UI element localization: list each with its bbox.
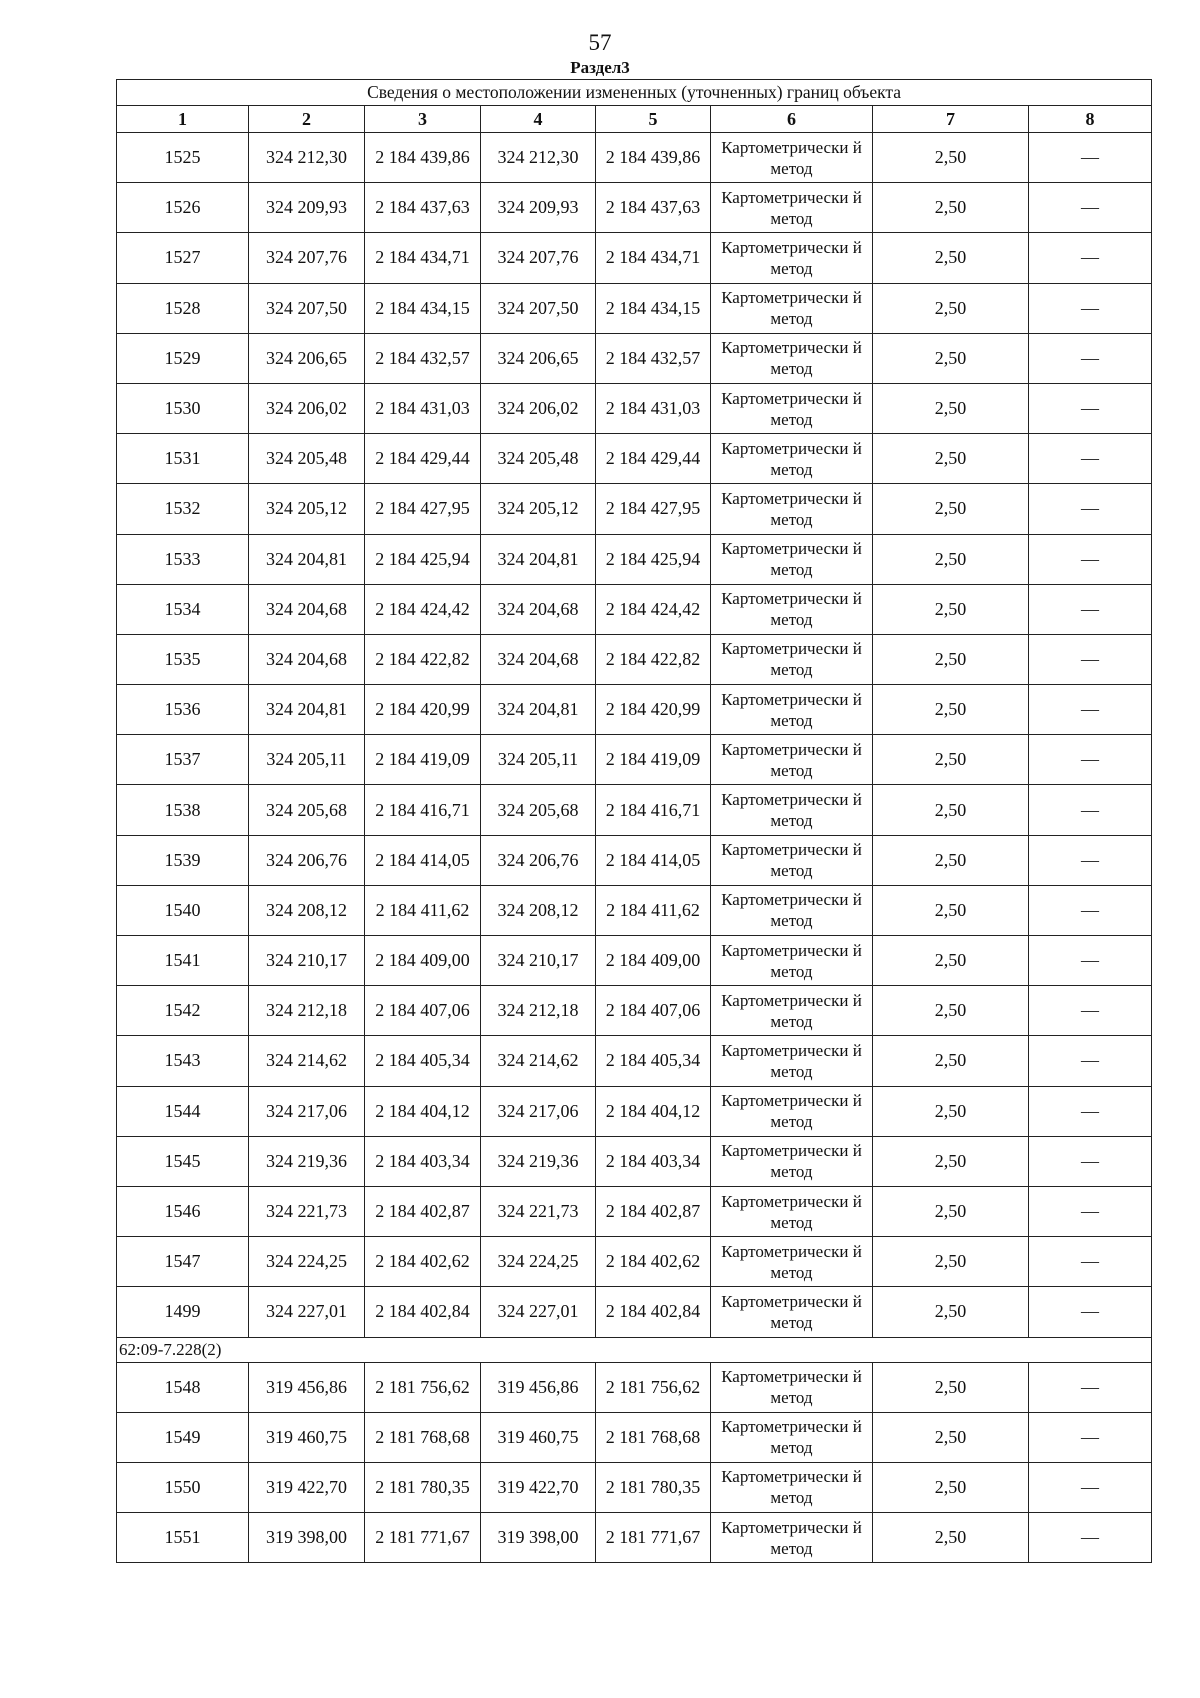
y-coordinate-cell: 2 184 414,05 (365, 835, 481, 885)
y-coordinate-cell: 2 184 424,42 (365, 584, 481, 634)
y-coordinate-new-cell: 2 181 756,62 (596, 1362, 711, 1412)
description-cell: — (1029, 1036, 1152, 1086)
accuracy-cell: 2,50 (873, 785, 1029, 835)
table-row (117, 785, 1152, 835)
x-coordinate-cell: 324 214,62 (249, 1036, 365, 1086)
y-coordinate-cell: 2 184 432,57 (365, 333, 481, 383)
x-coordinate-cell: 324 207,76 (249, 233, 365, 283)
accuracy-cell: 2,50 (873, 986, 1029, 1036)
table-row (117, 634, 1152, 684)
y-coordinate-new-cell: 2 184 420,99 (596, 685, 711, 735)
y-coordinate-new-cell: 2 181 771,67 (596, 1513, 711, 1563)
y-coordinate-new-cell: 2 184 429,44 (596, 434, 711, 484)
y-coordinate-cell: 2 184 437,63 (365, 183, 481, 233)
y-coordinate-cell: 2 181 780,35 (365, 1462, 481, 1512)
method-cell: Картометрически й метод (711, 986, 873, 1036)
table-row (117, 1513, 1152, 1563)
y-coordinate-cell: 2 184 403,34 (365, 1136, 481, 1186)
method-cell: Картометрически й метод (711, 835, 873, 885)
accuracy-cell: 2,50 (873, 183, 1029, 233)
point-number-cell: 1525 (117, 133, 249, 183)
x-coordinate-new-cell: 324 204,68 (481, 584, 596, 634)
y-coordinate-new-cell: 2 184 411,62 (596, 885, 711, 935)
y-coordinate-cell: 2 184 402,84 (365, 1287, 481, 1337)
page-number: 57 (588, 30, 612, 55)
method-cell: Картометрически й метод (711, 936, 873, 986)
method-cell: Картометрически й метод (711, 1036, 873, 1086)
method-cell: Картометрически й метод (711, 534, 873, 584)
method-cell: Картометрически й метод (711, 1237, 873, 1287)
accuracy-cell: 2,50 (873, 936, 1029, 986)
x-coordinate-new-cell: 319 398,00 (481, 1513, 596, 1563)
description-cell: — (1029, 936, 1152, 986)
y-coordinate-cell: 2 184 411,62 (365, 885, 481, 935)
method-cell: Картометрически й метод (711, 1287, 873, 1337)
x-coordinate-new-cell: 324 219,36 (481, 1136, 596, 1186)
x-coordinate-cell: 324 217,06 (249, 1086, 365, 1136)
method-cell: Картометрически й метод (711, 785, 873, 835)
column-header: 8 (1029, 106, 1152, 133)
point-number-cell: 1536 (117, 685, 249, 735)
table-row (117, 1086, 1152, 1136)
y-coordinate-new-cell: 2 184 425,94 (596, 534, 711, 584)
accuracy-cell: 2,50 (873, 735, 1029, 785)
column-header: 3 (365, 106, 481, 133)
table-row (117, 1036, 1152, 1086)
point-number-cell: 1541 (117, 936, 249, 986)
x-coordinate-cell: 324 221,73 (249, 1186, 365, 1236)
table-row (117, 685, 1152, 735)
description-cell: — (1029, 133, 1152, 183)
description-cell: — (1029, 1462, 1152, 1512)
column-header: 6 (711, 106, 873, 133)
description-cell: — (1029, 434, 1152, 484)
point-number-cell: 1530 (117, 383, 249, 433)
accuracy-cell: 2,50 (873, 1412, 1029, 1462)
table-row (117, 835, 1152, 885)
table-row (117, 936, 1152, 986)
point-number-cell: 1499 (117, 1287, 249, 1337)
x-coordinate-new-cell: 324 205,11 (481, 735, 596, 785)
description-cell: — (1029, 1237, 1152, 1287)
description-cell: — (1029, 1086, 1152, 1136)
method-cell: Картометрически й метод (711, 233, 873, 283)
table-row (117, 233, 1152, 283)
point-number-cell: 1531 (117, 434, 249, 484)
x-coordinate-new-cell: 324 212,30 (481, 133, 596, 183)
x-coordinate-new-cell: 324 206,65 (481, 333, 596, 383)
method-cell: Картометрически й метод (711, 434, 873, 484)
point-number-cell: 1544 (117, 1086, 249, 1136)
accuracy-cell: 2,50 (873, 1287, 1029, 1337)
accuracy-cell: 2,50 (873, 1186, 1029, 1236)
accuracy-cell: 2,50 (873, 283, 1029, 333)
description-cell: — (1029, 383, 1152, 433)
x-coordinate-new-cell: 324 204,68 (481, 634, 596, 684)
x-coordinate-cell: 324 227,01 (249, 1287, 365, 1337)
y-coordinate-cell: 2 181 768,68 (365, 1412, 481, 1462)
x-coordinate-new-cell: 324 214,62 (481, 1036, 596, 1086)
x-coordinate-new-cell: 324 204,81 (481, 534, 596, 584)
x-coordinate-cell: 324 206,65 (249, 333, 365, 383)
point-number-cell: 1527 (117, 233, 249, 283)
table-row (117, 534, 1152, 584)
table-row (117, 1287, 1152, 1337)
y-coordinate-cell: 2 181 771,67 (365, 1513, 481, 1563)
x-coordinate-new-cell: 324 205,12 (481, 484, 596, 534)
accuracy-cell: 2,50 (873, 1462, 1029, 1512)
section-title: Раздел3 (570, 58, 630, 77)
table-row (117, 183, 1152, 233)
x-coordinate-new-cell: 324 224,25 (481, 1237, 596, 1287)
description-cell: — (1029, 735, 1152, 785)
x-coordinate-cell: 324 205,48 (249, 434, 365, 484)
point-number-cell: 1538 (117, 785, 249, 835)
accuracy-cell: 2,50 (873, 1036, 1029, 1086)
description-cell: — (1029, 685, 1152, 735)
x-coordinate-cell: 324 204,68 (249, 634, 365, 684)
y-coordinate-cell: 2 184 404,12 (365, 1086, 481, 1136)
description-cell: — (1029, 484, 1152, 534)
method-cell: Картометрически й метод (711, 183, 873, 233)
x-coordinate-new-cell: 324 210,17 (481, 936, 596, 986)
x-coordinate-cell: 319 456,86 (249, 1362, 365, 1412)
column-header: 5 (596, 106, 711, 133)
column-number-row (117, 106, 1152, 133)
y-coordinate-cell: 2 184 420,99 (365, 685, 481, 735)
description-cell: — (1029, 584, 1152, 634)
y-coordinate-new-cell: 2 184 416,71 (596, 785, 711, 835)
table-caption: Сведения о местоположении измененных (уточненных) границ объекта (117, 80, 1152, 106)
accuracy-cell: 2,50 (873, 233, 1029, 283)
point-number-cell: 1545 (117, 1136, 249, 1186)
y-coordinate-cell: 2 184 429,44 (365, 434, 481, 484)
description-cell: — (1029, 1412, 1152, 1462)
point-number-cell: 1537 (117, 735, 249, 785)
accuracy-cell: 2,50 (873, 484, 1029, 534)
x-coordinate-cell: 324 204,81 (249, 685, 365, 735)
description-cell: — (1029, 1362, 1152, 1412)
y-coordinate-new-cell: 2 181 780,35 (596, 1462, 711, 1512)
description-cell: — (1029, 534, 1152, 584)
x-coordinate-cell: 324 205,11 (249, 735, 365, 785)
accuracy-cell: 2,50 (873, 333, 1029, 383)
method-cell: Картометрически й метод (711, 584, 873, 634)
y-coordinate-cell: 2 184 416,71 (365, 785, 481, 835)
group-header-row (117, 1337, 1152, 1362)
point-number-cell: 1550 (117, 1462, 249, 1512)
description-cell: — (1029, 835, 1152, 885)
y-coordinate-cell: 2 184 431,03 (365, 383, 481, 433)
x-coordinate-cell: 324 210,17 (249, 936, 365, 986)
point-number-cell: 1535 (117, 634, 249, 684)
description-cell: — (1029, 1136, 1152, 1186)
y-coordinate-new-cell: 2 184 434,15 (596, 283, 711, 333)
point-number-cell: 1543 (117, 1036, 249, 1086)
table-row (117, 1136, 1152, 1186)
point-number-cell: 1534 (117, 584, 249, 634)
x-coordinate-cell: 324 208,12 (249, 885, 365, 935)
method-cell: Картометрически й метод (711, 1186, 873, 1236)
group-label: 62:09-7.228(2) (117, 1337, 1152, 1362)
y-coordinate-new-cell: 2 184 414,05 (596, 835, 711, 885)
y-coordinate-new-cell: 2 184 407,06 (596, 986, 711, 1036)
y-coordinate-new-cell: 2 181 768,68 (596, 1412, 711, 1462)
table-row (117, 1462, 1152, 1512)
y-coordinate-new-cell: 2 184 409,00 (596, 936, 711, 986)
accuracy-cell: 2,50 (873, 1362, 1029, 1412)
table-row (117, 885, 1152, 935)
y-coordinate-new-cell: 2 184 424,42 (596, 584, 711, 634)
accuracy-cell: 2,50 (873, 534, 1029, 584)
table-row (117, 735, 1152, 785)
x-coordinate-new-cell: 324 209,93 (481, 183, 596, 233)
y-coordinate-new-cell: 2 184 402,84 (596, 1287, 711, 1337)
x-coordinate-cell: 324 206,76 (249, 835, 365, 885)
point-number-cell: 1548 (117, 1362, 249, 1412)
accuracy-cell: 2,50 (873, 885, 1029, 935)
y-coordinate-cell: 2 184 419,09 (365, 735, 481, 785)
method-cell: Картометрически й метод (711, 133, 873, 183)
accuracy-cell: 2,50 (873, 383, 1029, 433)
point-number-cell: 1528 (117, 283, 249, 333)
point-number-cell: 1539 (117, 835, 249, 885)
y-coordinate-new-cell: 2 184 432,57 (596, 333, 711, 383)
table-row (117, 133, 1152, 183)
description-cell: — (1029, 233, 1152, 283)
column-header: 7 (873, 106, 1029, 133)
method-cell: Картометрически й метод (711, 283, 873, 333)
x-coordinate-new-cell: 324 206,02 (481, 383, 596, 433)
x-coordinate-cell: 324 209,93 (249, 183, 365, 233)
y-coordinate-new-cell: 2 184 402,62 (596, 1237, 711, 1287)
accuracy-cell: 2,50 (873, 634, 1029, 684)
x-coordinate-cell: 324 205,12 (249, 484, 365, 534)
y-coordinate-cell: 2 184 434,71 (365, 233, 481, 283)
x-coordinate-new-cell: 324 221,73 (481, 1186, 596, 1236)
table-row (117, 1362, 1152, 1412)
table-row (117, 1237, 1152, 1287)
x-coordinate-new-cell: 324 208,12 (481, 885, 596, 935)
table-row (117, 584, 1152, 634)
method-cell: Картометрически й метод (711, 1136, 873, 1186)
column-header: 4 (481, 106, 596, 133)
table-row (117, 986, 1152, 1036)
table-row (117, 434, 1152, 484)
accuracy-cell: 2,50 (873, 584, 1029, 634)
table-row (117, 283, 1152, 333)
description-cell: — (1029, 885, 1152, 935)
x-coordinate-cell: 319 460,75 (249, 1412, 365, 1462)
column-header: 2 (249, 106, 365, 133)
x-coordinate-cell: 324 206,02 (249, 383, 365, 433)
accuracy-cell: 2,50 (873, 1237, 1029, 1287)
method-cell: Картометрически й метод (711, 383, 873, 433)
y-coordinate-cell: 2 184 402,87 (365, 1186, 481, 1236)
y-coordinate-cell: 2 181 756,62 (365, 1362, 481, 1412)
accuracy-cell: 2,50 (873, 133, 1029, 183)
method-cell: Картометрически й метод (711, 1462, 873, 1512)
point-number-cell: 1540 (117, 885, 249, 935)
method-cell: Картометрически й метод (711, 1412, 873, 1462)
y-coordinate-cell: 2 184 409,00 (365, 936, 481, 986)
x-coordinate-new-cell: 324 206,76 (481, 835, 596, 885)
y-coordinate-new-cell: 2 184 404,12 (596, 1086, 711, 1136)
description-cell: — (1029, 1513, 1152, 1563)
table-body (117, 133, 1152, 1563)
method-cell: Картометрически й метод (711, 685, 873, 735)
x-coordinate-cell: 324 212,30 (249, 133, 365, 183)
y-coordinate-new-cell: 2 184 402,87 (596, 1186, 711, 1236)
y-coordinate-cell: 2 184 439,86 (365, 133, 481, 183)
x-coordinate-cell: 324 204,68 (249, 584, 365, 634)
table-row (117, 1412, 1152, 1462)
x-coordinate-new-cell: 324 205,68 (481, 785, 596, 835)
y-coordinate-new-cell: 2 184 403,34 (596, 1136, 711, 1186)
x-coordinate-new-cell: 324 207,76 (481, 233, 596, 283)
description-cell: — (1029, 986, 1152, 1036)
table-row (117, 333, 1152, 383)
description-cell: — (1029, 1186, 1152, 1236)
method-cell: Картометрически й метод (711, 1362, 873, 1412)
x-coordinate-cell: 324 204,81 (249, 534, 365, 584)
y-coordinate-cell: 2 184 402,62 (365, 1237, 481, 1287)
x-coordinate-new-cell: 324 204,81 (481, 685, 596, 735)
x-coordinate-new-cell: 324 207,50 (481, 283, 596, 333)
point-number-cell: 1533 (117, 534, 249, 584)
method-cell: Картометрически й метод (711, 735, 873, 785)
x-coordinate-cell: 324 205,68 (249, 785, 365, 835)
description-cell: — (1029, 1287, 1152, 1337)
y-coordinate-new-cell: 2 184 427,95 (596, 484, 711, 534)
accuracy-cell: 2,50 (873, 685, 1029, 735)
column-header: 1 (117, 106, 249, 133)
x-coordinate-cell: 324 224,25 (249, 1237, 365, 1287)
x-coordinate-new-cell: 324 227,01 (481, 1287, 596, 1337)
description-cell: — (1029, 333, 1152, 383)
method-cell: Картометрически й метод (711, 484, 873, 534)
x-coordinate-cell: 319 422,70 (249, 1462, 365, 1512)
y-coordinate-new-cell: 2 184 434,71 (596, 233, 711, 283)
y-coordinate-new-cell: 2 184 405,34 (596, 1036, 711, 1086)
description-cell: — (1029, 634, 1152, 684)
point-number-cell: 1526 (117, 183, 249, 233)
accuracy-cell: 2,50 (873, 1086, 1029, 1136)
x-coordinate-new-cell: 319 460,75 (481, 1412, 596, 1462)
table-row (117, 383, 1152, 433)
description-cell: — (1029, 785, 1152, 835)
method-cell: Картометрически й метод (711, 1086, 873, 1136)
x-coordinate-cell: 324 212,18 (249, 986, 365, 1036)
accuracy-cell: 2,50 (873, 1513, 1029, 1563)
x-coordinate-new-cell: 319 456,86 (481, 1362, 596, 1412)
accuracy-cell: 2,50 (873, 434, 1029, 484)
x-coordinate-cell: 319 398,00 (249, 1513, 365, 1563)
x-coordinate-new-cell: 324 205,48 (481, 434, 596, 484)
y-coordinate-cell: 2 184 425,94 (365, 534, 481, 584)
table-row (117, 484, 1152, 534)
y-coordinate-new-cell: 2 184 422,82 (596, 634, 711, 684)
point-number-cell: 1547 (117, 1237, 249, 1287)
y-coordinate-cell: 2 184 407,06 (365, 986, 481, 1036)
y-coordinate-cell: 2 184 427,95 (365, 484, 481, 534)
y-coordinate-new-cell: 2 184 439,86 (596, 133, 711, 183)
point-number-cell: 1532 (117, 484, 249, 534)
y-coordinate-cell: 2 184 434,15 (365, 283, 481, 333)
point-number-cell: 1529 (117, 333, 249, 383)
description-cell: — (1029, 183, 1152, 233)
point-number-cell: 1551 (117, 1513, 249, 1563)
method-cell: Картометрически й метод (711, 885, 873, 935)
y-coordinate-new-cell: 2 184 437,63 (596, 183, 711, 233)
x-coordinate-cell: 324 219,36 (249, 1136, 365, 1186)
table-row (117, 1186, 1152, 1236)
point-number-cell: 1542 (117, 986, 249, 1036)
method-cell: Картометрически й метод (711, 1513, 873, 1563)
method-cell: Картометрически й метод (711, 634, 873, 684)
point-number-cell: 1549 (117, 1412, 249, 1462)
x-coordinate-new-cell: 319 422,70 (481, 1462, 596, 1512)
x-coordinate-cell: 324 207,50 (249, 283, 365, 333)
y-coordinate-new-cell: 2 184 431,03 (596, 383, 711, 433)
description-cell: — (1029, 283, 1152, 333)
y-coordinate-cell: 2 184 405,34 (365, 1036, 481, 1086)
accuracy-cell: 2,50 (873, 835, 1029, 885)
x-coordinate-new-cell: 324 217,06 (481, 1086, 596, 1136)
coordinates-table (116, 79, 1152, 1563)
accuracy-cell: 2,50 (873, 1136, 1029, 1186)
y-coordinate-cell: 2 184 422,82 (365, 634, 481, 684)
method-cell: Картометрически й метод (711, 333, 873, 383)
x-coordinate-new-cell: 324 212,18 (481, 986, 596, 1036)
point-number-cell: 1546 (117, 1186, 249, 1236)
y-coordinate-new-cell: 2 184 419,09 (596, 735, 711, 785)
